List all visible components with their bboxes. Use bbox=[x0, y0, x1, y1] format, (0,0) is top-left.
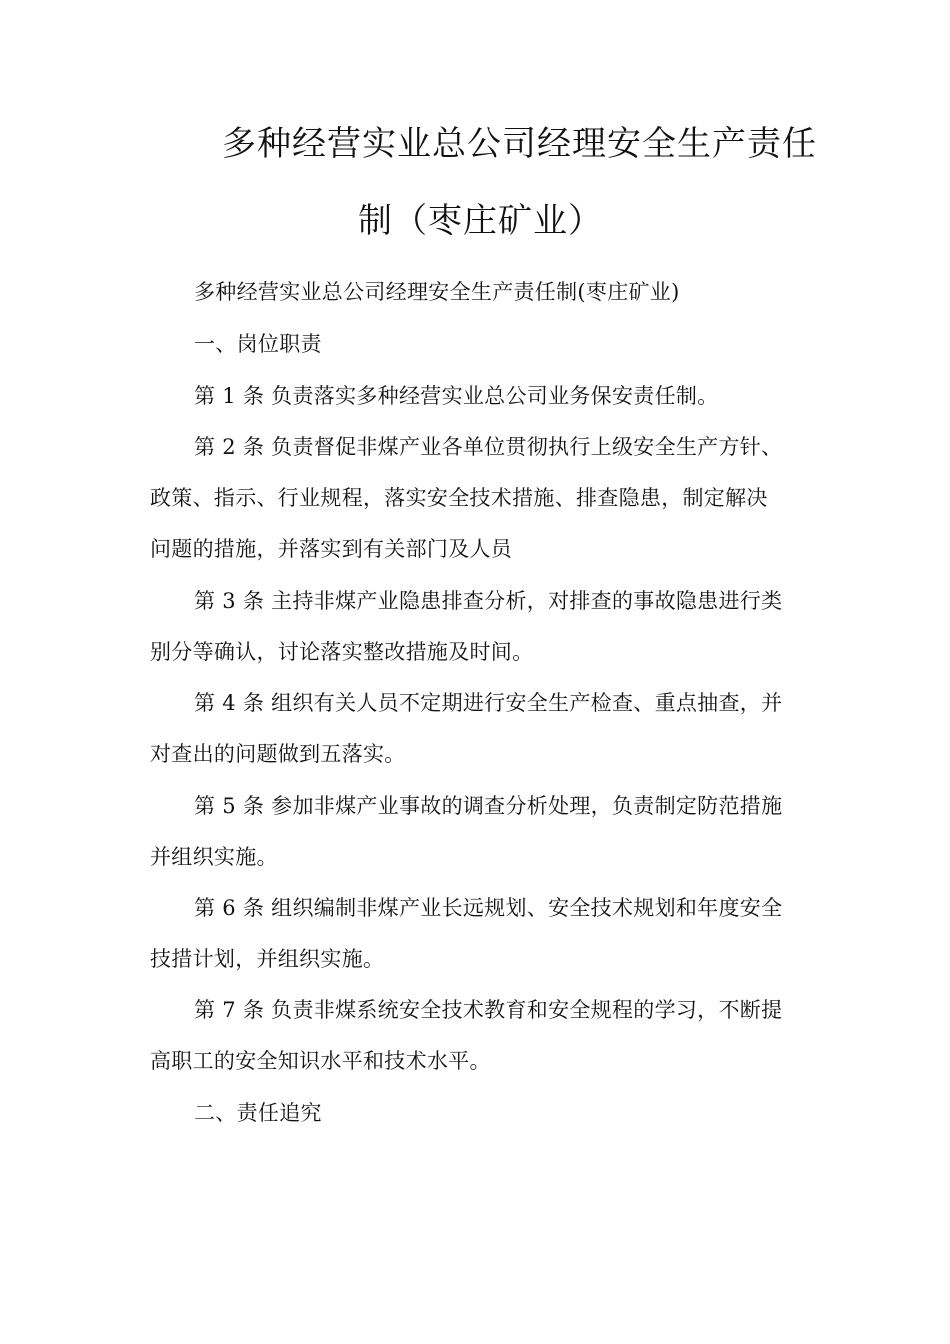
paragraph-line: 政策、指示、行业规程，落实安全技术措施、排查隐患，制定解决 bbox=[150, 486, 768, 510]
paragraph-line: 第 4 条 组织有关人员不定期进行安全生产检查、重点抽查，并 bbox=[194, 691, 783, 715]
paragraph-line: 第 1 条 负责落实多种经营实业总公司业务保安责任制。 bbox=[194, 384, 719, 408]
paragraph-line: 别分等确认，讨论落实整改措施及时间。 bbox=[150, 640, 534, 664]
document-title-line-1: 多种经营实业总公司经理安全生产责任 bbox=[222, 124, 817, 164]
section-heading: 二、责任追究 bbox=[194, 1101, 322, 1125]
paragraph-line: 问题的措施，并落实到有关部门及人员 bbox=[150, 537, 513, 561]
paragraph-line: 第 2 条 负责督促非煤产业各单位贯彻执行上级安全生产方针、 bbox=[194, 435, 783, 459]
paragraph-line: 第 6 条 组织编制非煤产业长远规划、安全技术规划和年度安全 bbox=[194, 896, 783, 920]
subtitle: 多种经营实业总公司经理安全生产责任制(枣庄矿业) bbox=[194, 280, 680, 304]
paragraph-line: 技措计划，并组织实施。 bbox=[150, 947, 385, 971]
paragraph-line: 高职工的安全知识水平和技术水平。 bbox=[150, 1049, 491, 1073]
document-title-line-2: 制（枣庄矿业） bbox=[358, 201, 603, 241]
paragraph-line: 第 3 条 主持非煤产业隐患排查分析，对排查的事故隐患进行类 bbox=[194, 589, 783, 613]
section-heading: 一、岗位职责 bbox=[194, 332, 322, 356]
paragraph-line: 并组织实施。 bbox=[150, 845, 278, 869]
paragraph-line: 第 5 条 参加非煤产业事故的调查分析处理，负责制定防范措施 bbox=[194, 794, 783, 818]
paragraph-line: 第 7 条 负责非煤系统安全技术教育和安全规程的学习，不断提 bbox=[194, 998, 783, 1022]
paragraph-line: 对查出的问题做到五落实。 bbox=[150, 742, 406, 766]
